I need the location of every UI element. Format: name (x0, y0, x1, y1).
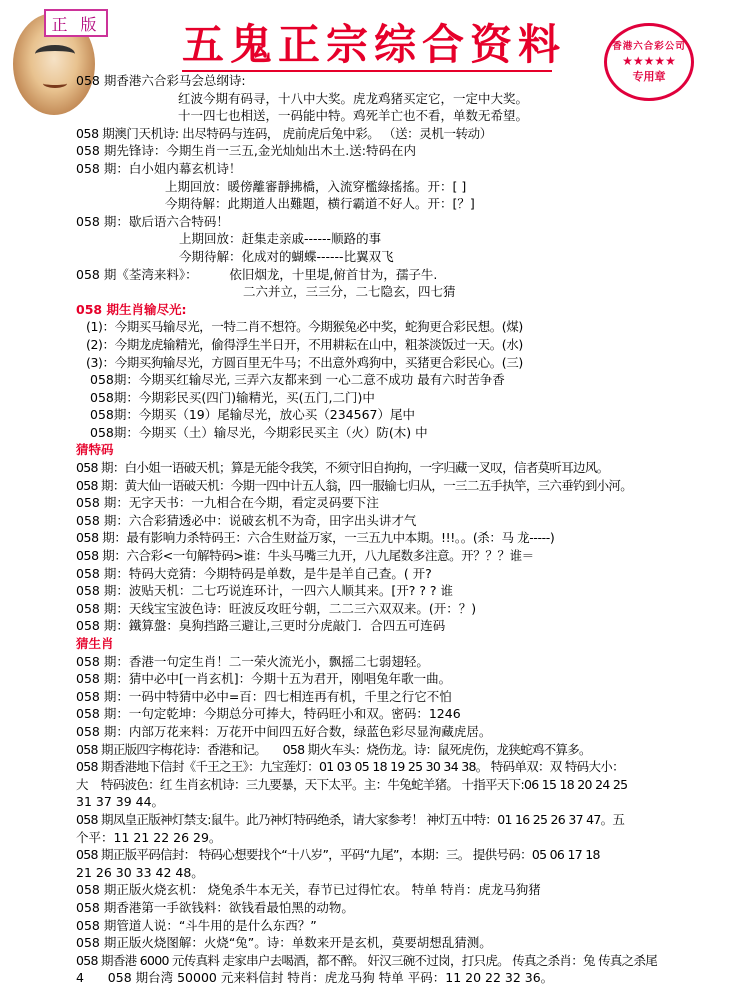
seal-stars: ★★★★★ (622, 54, 676, 68)
text-line: 058 期：白小姐内幕玄机诗！ (76, 160, 242, 176)
section-heading: 058 期生肖输尽光: (76, 301, 187, 317)
text-line: 058 期：猜中必中[一肖玄机]：今期十五为君开，刚唱兔年歌一曲。 (76, 671, 452, 687)
text-line: 上期回放：暖傍離審靜拂橋，入流穿檻綠搖搖。开：[ ] (165, 178, 467, 194)
text-line: 058 期香港六合彩马会总纲诗: (76, 73, 246, 88)
text-line: 058期：今期买红输尽光, 三弄六友都来到 一心二意不成功 最有六时苦争香 (90, 372, 505, 388)
content-body (76, 72, 740, 987)
text-line: 058 期：波贴天机：二七巧说连环计，一四六人顺其来。[开? ? ? 谁 (76, 583, 454, 599)
section-heading: 猜生肖 (76, 636, 114, 651)
text-line: (2)：今期龙虎输精光，偷得浮生半日开，不用耕耘在山中，粗茶淡饭过一天。(水) (86, 336, 523, 352)
text-line: 058 期：特码大竞猜：今期特码是单数，是牛是羊自己查。( 开? (76, 565, 432, 581)
text-line: (3)：今期买狗输尽光，方圆百里无牛马；不出意外鸡狗中，买猪更合彩民心。(三) (86, 354, 523, 370)
text-line: 058期：今期买（土）输尽光，今期彩民买主（火）防(木) 中 (90, 424, 428, 440)
text-line: 21 26 30 33 42 48。 (76, 864, 204, 880)
text-line: 058 期：香港一句定生肖！二一荣火流光小，飘摇二七弱翅轻。 (76, 653, 429, 669)
text-line: 二六并立，三三分，二七隐玄，四七猜 (243, 284, 456, 300)
text-line: 058 期：六合彩猜透必中：说破玄机不为奇，田字出头讲才气 (76, 512, 417, 528)
text-line: 058 期正版火烧图解：火烧“兔”。诗：单数来开是玄机，莫要胡想乱猜测。 (76, 935, 492, 951)
text-line: 058 期香港 6000 元传真料 走家串户去喝酒，都不醉。 奸汉三碗不过岗，打只虎。 传真之杀肖：兔 传真之杀尾 (76, 952, 658, 968)
text-line: 058期：今期彩民买(四门)输精光，买(五门,二门)中 (90, 389, 375, 405)
section-heading: 猜特码 (76, 442, 114, 458)
text-line: 058 期：黄大仙一语破天机：今期一四中计五人翁，四一服输七归从，一三二五手执竿，三六垂钓到小河。 (76, 477, 633, 493)
text-line: 058 期正版四字梅花诗：香港和记。 058 期火车头：烧伤龙。诗：鼠死虎伤，龙狭蛇鸡不算多。 (76, 741, 591, 757)
text-line: 红波今期有码寻，十八中大奖。虎龙鸡猪买定它，一定中大奖。 (178, 90, 529, 106)
text-line: 058 期管道人说：“斗牛用的是什么东西？” (76, 917, 317, 933)
text-line: 058 期凤皇正版神灯禁支:鼠牛。此乃神灯特码绝杀，请大家参考！ 神灯五中特：01 16 25 26 37 47。五 (76, 811, 625, 827)
page-title: 五鬼正宗综合资料 (182, 20, 552, 72)
text-line: 058 期：一句定乾坤：今期总分可捧大，特码旺小和双。密码：1246 (76, 706, 461, 722)
text-line: 058 期正版平码信封： 特码心想要找个“十八岁”，平码“九尾”，本期：三。 提供号码：05 06 17 18 (76, 847, 600, 863)
text-line: 今期待解：此期道人出難題，横行霸道不好人。开：[？] (165, 196, 475, 212)
text-line: (1)：今期买马输尽光，一特二肖不想符。今期猴兔必中奖，蛇狗更合彩民想。(煤) (86, 319, 523, 335)
text-line: 058 期香港第一手欲钱料：欲钱看最怕黑的动物。 (76, 899, 354, 915)
text-line: 058 期香港地下信封《千王之王》：九宝莲灯：01 03 05 18 19 25 30 34 38。 特码单双：双 特码大小： (76, 759, 624, 775)
genuine-badge: 正 版 (44, 9, 108, 37)
text-line: 058 期先锋诗：今期生肖一三五,金光灿灿出木土.送:特码在内 (76, 143, 416, 159)
text-line: 大 特码波色：红 生肖玄机诗：三九要暴，天下太平。主：牛兔蛇羊猪。 十指平天下:06 15 18 20 24 25 (76, 776, 628, 792)
text-line: 058 期：最有影响力杀特码王：六合生财益万家，一三五九中本期。!!!。。(杀：马 龙-----) (76, 530, 555, 546)
text-line: 31 37 39 44。 (76, 794, 165, 810)
text-line: 058期：今期买（19）尾输尽光，放心买（234567）尾中 (90, 407, 415, 423)
text-line: 058 期《荃湾来料》： 依旧烟龙，十里堤,俯首甘为，孺子牛. (76, 266, 438, 282)
text-line: 058 期：歇后语六合特码！ (76, 213, 229, 229)
text-line: 058 期澳门天机诗: 出尽特码与连码， 虎前虎后兔中彩。 （送：灵机一转动） (76, 125, 492, 141)
text-line: 个平：11 21 22 26 29。 (76, 829, 222, 845)
text-line: 058 期：鐵算盤：臭狗挡路三避让,三更时分虎敲门．合四五可连码 (76, 618, 446, 634)
text-line: 058 期：无字天书：一九相合在今期，看定灵码要下注 (76, 495, 379, 511)
text-line: 058 期：内部万花来料：万花开中间四五好合数，绿蓝色彩尽显洵藏虎居。 (76, 723, 492, 739)
text-line: 058 期：六合彩<一句解特码>谁：牛头马嘴三九开，八九尾数多注意。开？？？谁＝ (76, 548, 534, 564)
seal-label: 专用章 (632, 70, 666, 83)
text-line: 058 期：白小姐一语破天机；算是无能令我笑，不须守旧自拘拘，一字归藏一叉叹，信者莫听耳边风。 (76, 460, 609, 476)
seal-arc-text: 香港六合彩公司 (612, 41, 686, 52)
text-line: 058 期：天线宝宝波色诗：旺波反攻旺兮朝，二二三六双双来。(开：？) (76, 600, 477, 616)
text-line: 058 期正版火烧玄机： 烧兔杀牛本无关，春节已过得忙农。 特单 特肖：虎龙马狗猪 (76, 882, 541, 898)
text-line: 十一四七也相送，一码能中特。鸡死羊亡也不看，单数无希望。 (178, 108, 529, 124)
text-line: 上期回放：赶集走亲戚------顺路的事 (179, 231, 382, 247)
text-line: 058 期：一码中特猜中必中=百：四七相连再有机，千里之行它不怕 (76, 688, 452, 704)
text-line: 今期待解：化成对的蝴蝶------比翼双飞 (179, 248, 394, 264)
text-line: 4 058 期台湾 50000 元来料信封 特肖：虎龙马狗 特单 平码：11 20 22 32 36。 (76, 970, 554, 986)
